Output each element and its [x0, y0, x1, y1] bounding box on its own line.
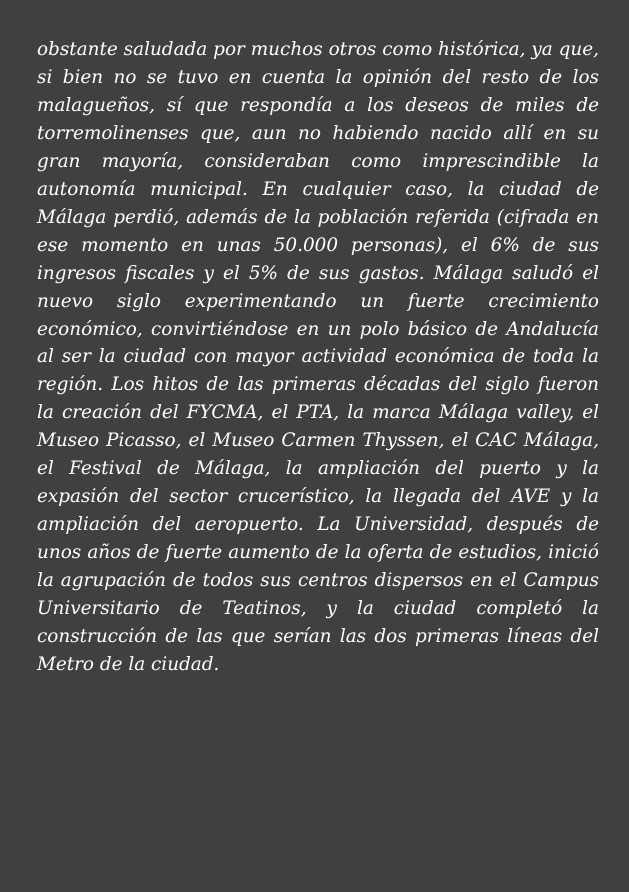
body-paragraph: obstante saludada por muchos otros como histórica, ya que, si bien no se tuvo en cuenta la opinión del resto de los malagueños, sí que respondía a los deseos de miles de torremolinenses que, aun no habiendo nacido allí en su gran mayoría, consideraban como imprescindible la autonomía municipal. En cualquier caso, la ciudad de Málaga perdió, además de la población referida (cifrada en ese momento en unas 50.000 personas), el 6% de sus ingresos fiscales y el 5% de sus gastos. Málaga saludó el nuevo siglo experimentando un fuerte crecimiento económico, convirtiéndose en un polo básico de Andalucía al ser la ciudad con mayor actividad económica de toda la región. Los hitos de las primeras décadas del siglo fueron la creación del FYCMA, el PTA, la marca Málaga valley, el Museo Picasso, el Museo Carmen Thyssen, el CAC Málaga, el Festival de Málaga, la ampliación del puerto y la expasión del sector crucerístico, la llegada del AVE y la ampliación del aeropuerto. La Universidad, después de unos años de fuerte aumento de la oferta de estudios, inició la agrupación de todos sus centros dispersos en el Campus Universitario de Teatinos, y la ciudad completó la construcción de las que serían las dos primeras líneas del Metro de la ciudad.	[37, 39, 599, 675]
